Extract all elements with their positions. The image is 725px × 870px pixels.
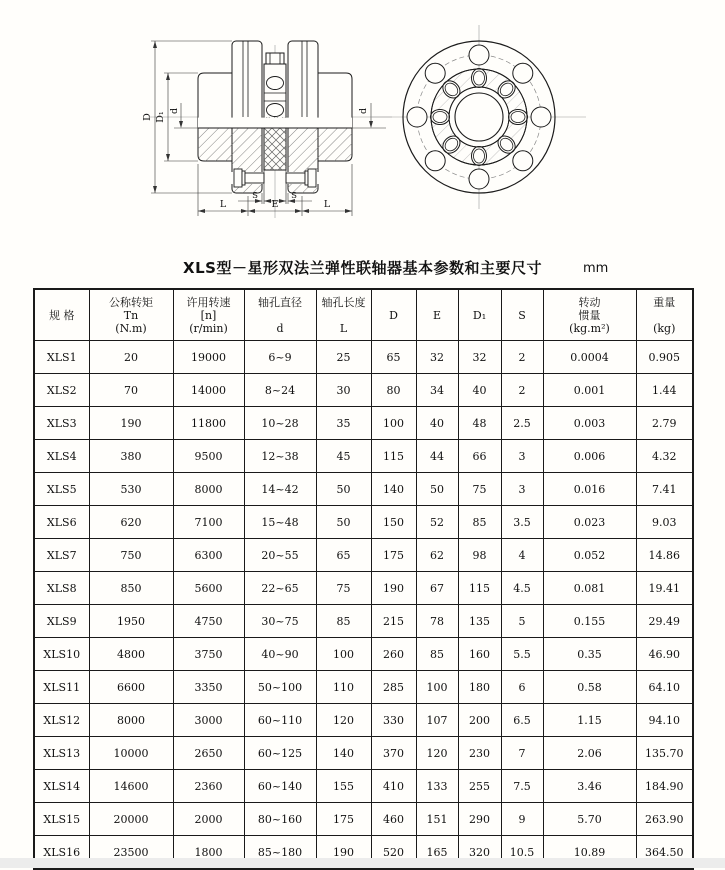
dim-label-E: E xyxy=(271,199,279,210)
cell-weight: 364.50 xyxy=(636,836,693,870)
cell-speed: 2650 xyxy=(173,737,244,770)
cell-bore-dia: 12~38 xyxy=(244,440,316,473)
cell-D1: 115 xyxy=(458,572,501,605)
cell-bore-len: 175 xyxy=(316,803,371,836)
cell-bore-len: 65 xyxy=(316,539,371,572)
cell-D: 65 xyxy=(371,341,416,374)
cell-speed: 3350 xyxy=(173,671,244,704)
col-header-inertia: 转动 惯量 (kg.m²) xyxy=(543,289,636,341)
table-row xyxy=(34,737,693,770)
dim-label-d-right: d xyxy=(358,107,369,115)
table-row xyxy=(34,506,693,539)
cell-spec: XLS4 xyxy=(34,440,89,473)
table-row xyxy=(34,704,693,737)
cell-D1: 290 xyxy=(458,803,501,836)
cell-speed: 1800 xyxy=(173,836,244,870)
cell-torque: 1950 xyxy=(89,605,173,638)
cell-bore-dia: 6~9 xyxy=(244,341,316,374)
cell-weight: 263.90 xyxy=(636,803,693,836)
table-row xyxy=(34,671,693,704)
cell-E: 165 xyxy=(416,836,458,870)
col-header-weight: 重量 (kg) xyxy=(636,289,693,341)
cell-S: 7.5 xyxy=(501,770,543,803)
cell-inertia: 0.006 xyxy=(543,440,636,473)
cell-D1: 85 xyxy=(458,506,501,539)
cell-bore-len: 50 xyxy=(316,506,371,539)
cell-E: 85 xyxy=(416,638,458,671)
cell-S: 4.5 xyxy=(501,572,543,605)
spec-table xyxy=(33,288,694,870)
cell-E: 107 xyxy=(416,704,458,737)
cell-D: 330 xyxy=(371,704,416,737)
cell-E: 40 xyxy=(416,407,458,440)
cell-bore-dia: 50~100 xyxy=(244,671,316,704)
cell-speed: 6300 xyxy=(173,539,244,572)
cell-bore-len: 30 xyxy=(316,374,371,407)
cell-D1: 180 xyxy=(458,671,501,704)
cell-weight: 29.49 xyxy=(636,605,693,638)
cell-spec: XLS15 xyxy=(34,803,89,836)
cell-D1: 48 xyxy=(458,407,501,440)
cell-D: 175 xyxy=(371,539,416,572)
cell-D: 140 xyxy=(371,473,416,506)
cell-spec: XLS9 xyxy=(34,605,89,638)
col-header-spec: 规 格 xyxy=(34,289,89,341)
table-row xyxy=(34,341,693,374)
cell-bore-len: 85 xyxy=(316,605,371,638)
col-header-torque: 公称转矩 Tn (N.m) xyxy=(89,289,173,341)
cell-S: 6.5 xyxy=(501,704,543,737)
cell-weight: 2.79 xyxy=(636,407,693,440)
cell-S: 5.5 xyxy=(501,638,543,671)
cell-spec: XLS12 xyxy=(34,704,89,737)
cell-bore-dia: 85~180 xyxy=(244,836,316,870)
cell-bore-dia: 20~55 xyxy=(244,539,316,572)
table-row xyxy=(34,440,693,473)
cell-speed: 3000 xyxy=(173,704,244,737)
cell-bore-len: 45 xyxy=(316,440,371,473)
cell-D: 150 xyxy=(371,506,416,539)
cell-torque: 10000 xyxy=(89,737,173,770)
front-view xyxy=(372,25,586,209)
col-header-D: D xyxy=(371,289,416,341)
cell-bore-dia: 10~28 xyxy=(244,407,316,440)
table-row xyxy=(34,770,693,803)
cell-weight: 4.32 xyxy=(636,440,693,473)
cell-torque: 4800 xyxy=(89,638,173,671)
dim-label-S-left: S xyxy=(252,191,258,201)
cell-inertia: 0.023 xyxy=(543,506,636,539)
cell-spec: XLS13 xyxy=(34,737,89,770)
table-row xyxy=(34,803,693,836)
page-title: XLS型－星形双法兰弹性联轴器基本参数和主要尺寸 xyxy=(183,259,542,277)
technical-drawing xyxy=(0,0,725,250)
col-header-D1: D₁ xyxy=(458,289,501,341)
cell-S: 4 xyxy=(501,539,543,572)
cell-spec: XLS16 xyxy=(34,836,89,870)
cell-E: 34 xyxy=(416,374,458,407)
cell-S: 9 xyxy=(501,803,543,836)
cell-spec: XLS11 xyxy=(34,671,89,704)
dim-label-S-right: S xyxy=(291,191,297,201)
cell-speed: 2360 xyxy=(173,770,244,803)
cell-speed: 14000 xyxy=(173,374,244,407)
cell-D1: 32 xyxy=(458,341,501,374)
col-header-speed: 许用转速 [n] (r/min) xyxy=(173,289,244,341)
cell-S: 7 xyxy=(501,737,543,770)
cell-inertia: 0.081 xyxy=(543,572,636,605)
cell-torque: 380 xyxy=(89,440,173,473)
cell-D1: 320 xyxy=(458,836,501,870)
cell-bore-dia: 60~110 xyxy=(244,704,316,737)
table-row xyxy=(34,638,693,671)
cell-D: 410 xyxy=(371,770,416,803)
cell-E: 50 xyxy=(416,473,458,506)
cell-spec: XLS6 xyxy=(34,506,89,539)
unit-label: mm xyxy=(583,261,609,276)
cell-bore-dia: 30~75 xyxy=(244,605,316,638)
cell-bore-len: 120 xyxy=(316,704,371,737)
cell-torque: 14600 xyxy=(89,770,173,803)
cell-inertia: 2.06 xyxy=(543,737,636,770)
cell-torque: 20 xyxy=(89,341,173,374)
dim-label-L-left: L xyxy=(219,199,227,210)
cell-spec: XLS8 xyxy=(34,572,89,605)
cell-D1: 255 xyxy=(458,770,501,803)
cell-S: 10.5 xyxy=(501,836,543,870)
cell-E: 52 xyxy=(416,506,458,539)
cell-torque: 8000 xyxy=(89,704,173,737)
cell-bore-dia: 60~140 xyxy=(244,770,316,803)
cell-bore-dia: 80~160 xyxy=(244,803,316,836)
cell-weight: 9.03 xyxy=(636,506,693,539)
cell-weight: 184.90 xyxy=(636,770,693,803)
cell-weight: 64.10 xyxy=(636,671,693,704)
cell-S: 3 xyxy=(501,473,543,506)
cell-torque: 530 xyxy=(89,473,173,506)
cell-bore-dia: 8~24 xyxy=(244,374,316,407)
table-row xyxy=(34,572,693,605)
cell-inertia: 0.016 xyxy=(543,473,636,506)
cell-torque: 850 xyxy=(89,572,173,605)
cell-torque: 23500 xyxy=(89,836,173,870)
cell-D1: 66 xyxy=(458,440,501,473)
table-row xyxy=(34,605,693,638)
cell-inertia: 3.46 xyxy=(543,770,636,803)
cell-bore-dia: 40~90 xyxy=(244,638,316,671)
cell-spec: XLS5 xyxy=(34,473,89,506)
cell-inertia: 5.70 xyxy=(543,803,636,836)
cell-bore-dia: 14~42 xyxy=(244,473,316,506)
cell-S: 6 xyxy=(501,671,543,704)
table-row xyxy=(34,374,693,407)
cell-spec: XLS14 xyxy=(34,770,89,803)
cell-speed: 2000 xyxy=(173,803,244,836)
cell-speed: 11800 xyxy=(173,407,244,440)
cell-inertia: 10.89 xyxy=(543,836,636,870)
cell-speed: 3750 xyxy=(173,638,244,671)
cell-weight: 135.70 xyxy=(636,737,693,770)
cell-inertia: 0.155 xyxy=(543,605,636,638)
cell-torque: 620 xyxy=(89,506,173,539)
cell-D: 370 xyxy=(371,737,416,770)
cell-S: 2 xyxy=(501,374,543,407)
cell-D: 260 xyxy=(371,638,416,671)
cell-D1: 200 xyxy=(458,704,501,737)
cell-E: 62 xyxy=(416,539,458,572)
cell-D: 285 xyxy=(371,671,416,704)
col-header-E: E xyxy=(416,289,458,341)
cell-D1: 160 xyxy=(458,638,501,671)
cell-D: 100 xyxy=(371,407,416,440)
table-row xyxy=(34,539,693,572)
cell-E: 44 xyxy=(416,440,458,473)
cell-S: 2 xyxy=(501,341,543,374)
cell-D: 190 xyxy=(371,572,416,605)
cell-D: 80 xyxy=(371,374,416,407)
cell-D: 115 xyxy=(371,440,416,473)
cell-weight: 7.41 xyxy=(636,473,693,506)
cell-weight: 1.44 xyxy=(636,374,693,407)
cell-bore-len: 35 xyxy=(316,407,371,440)
cell-bore-len: 190 xyxy=(316,836,371,870)
cell-weight: 14.86 xyxy=(636,539,693,572)
cell-weight: 94.10 xyxy=(636,704,693,737)
cell-D1: 40 xyxy=(458,374,501,407)
dim-label-D1: D₁ xyxy=(155,111,166,123)
cell-torque: 70 xyxy=(89,374,173,407)
cell-torque: 750 xyxy=(89,539,173,572)
cell-E: 67 xyxy=(416,572,458,605)
cell-weight: 46.90 xyxy=(636,638,693,671)
cell-spec: XLS3 xyxy=(34,407,89,440)
col-header-bore-len: 轴孔长度 L xyxy=(316,289,371,341)
dim-label-L-right: L xyxy=(323,199,331,210)
cell-D: 460 xyxy=(371,803,416,836)
cell-S: 5 xyxy=(501,605,543,638)
cell-spec: XLS7 xyxy=(34,539,89,572)
cell-inertia: 0.0004 xyxy=(543,341,636,374)
table-row xyxy=(34,407,693,440)
cell-E: 120 xyxy=(416,737,458,770)
cell-bore-dia: 22~65 xyxy=(244,572,316,605)
cell-E: 32 xyxy=(416,341,458,374)
cell-D: 215 xyxy=(371,605,416,638)
col-header-S: S xyxy=(501,289,543,341)
cell-inertia: 1.15 xyxy=(543,704,636,737)
cell-torque: 190 xyxy=(89,407,173,440)
cell-bore-len: 100 xyxy=(316,638,371,671)
cell-weight: 19.41 xyxy=(636,572,693,605)
cell-S: 2.5 xyxy=(501,407,543,440)
cell-speed: 5600 xyxy=(173,572,244,605)
col-header-bore-dia: 轴孔直径 d xyxy=(244,289,316,341)
cell-inertia: 0.003 xyxy=(543,407,636,440)
cell-S: 3.5 xyxy=(501,506,543,539)
cell-inertia: 0.052 xyxy=(543,539,636,572)
header-row xyxy=(34,289,693,341)
section-view xyxy=(148,41,392,218)
cell-bore-len: 25 xyxy=(316,341,371,374)
cell-E: 78 xyxy=(416,605,458,638)
cell-speed: 4750 xyxy=(173,605,244,638)
cell-S: 3 xyxy=(501,440,543,473)
cell-torque: 20000 xyxy=(89,803,173,836)
cell-D1: 230 xyxy=(458,737,501,770)
cell-speed: 7100 xyxy=(173,506,244,539)
cell-bore-len: 155 xyxy=(316,770,371,803)
cell-inertia: 0.35 xyxy=(543,638,636,671)
cell-torque: 6600 xyxy=(89,671,173,704)
cell-bore-len: 110 xyxy=(316,671,371,704)
dim-label-D: D xyxy=(142,113,153,121)
cell-E: 133 xyxy=(416,770,458,803)
table-header xyxy=(34,289,693,341)
cell-E: 151 xyxy=(416,803,458,836)
cell-bore-dia: 15~48 xyxy=(244,506,316,539)
cell-speed: 19000 xyxy=(173,341,244,374)
cell-inertia: 0.001 xyxy=(543,374,636,407)
cell-spec: XLS1 xyxy=(34,341,89,374)
cell-weight: 0.905 xyxy=(636,341,693,374)
cell-inertia: 0.58 xyxy=(543,671,636,704)
cell-E: 100 xyxy=(416,671,458,704)
cell-D1: 98 xyxy=(458,539,501,572)
cell-speed: 9500 xyxy=(173,440,244,473)
cell-spec: XLS2 xyxy=(34,374,89,407)
table-row xyxy=(34,473,693,506)
cell-D1: 75 xyxy=(458,473,501,506)
cell-spec: XLS10 xyxy=(34,638,89,671)
cell-bore-dia: 60~125 xyxy=(244,737,316,770)
cell-D: 520 xyxy=(371,836,416,870)
cell-bore-len: 75 xyxy=(316,572,371,605)
dim-label-d-left: d xyxy=(169,107,180,115)
cell-bore-len: 140 xyxy=(316,737,371,770)
table-body xyxy=(34,341,693,870)
title-row xyxy=(0,256,725,280)
page-bottom-strip xyxy=(0,858,725,868)
cell-bore-len: 50 xyxy=(316,473,371,506)
cell-speed: 8000 xyxy=(173,473,244,506)
cell-D1: 135 xyxy=(458,605,501,638)
